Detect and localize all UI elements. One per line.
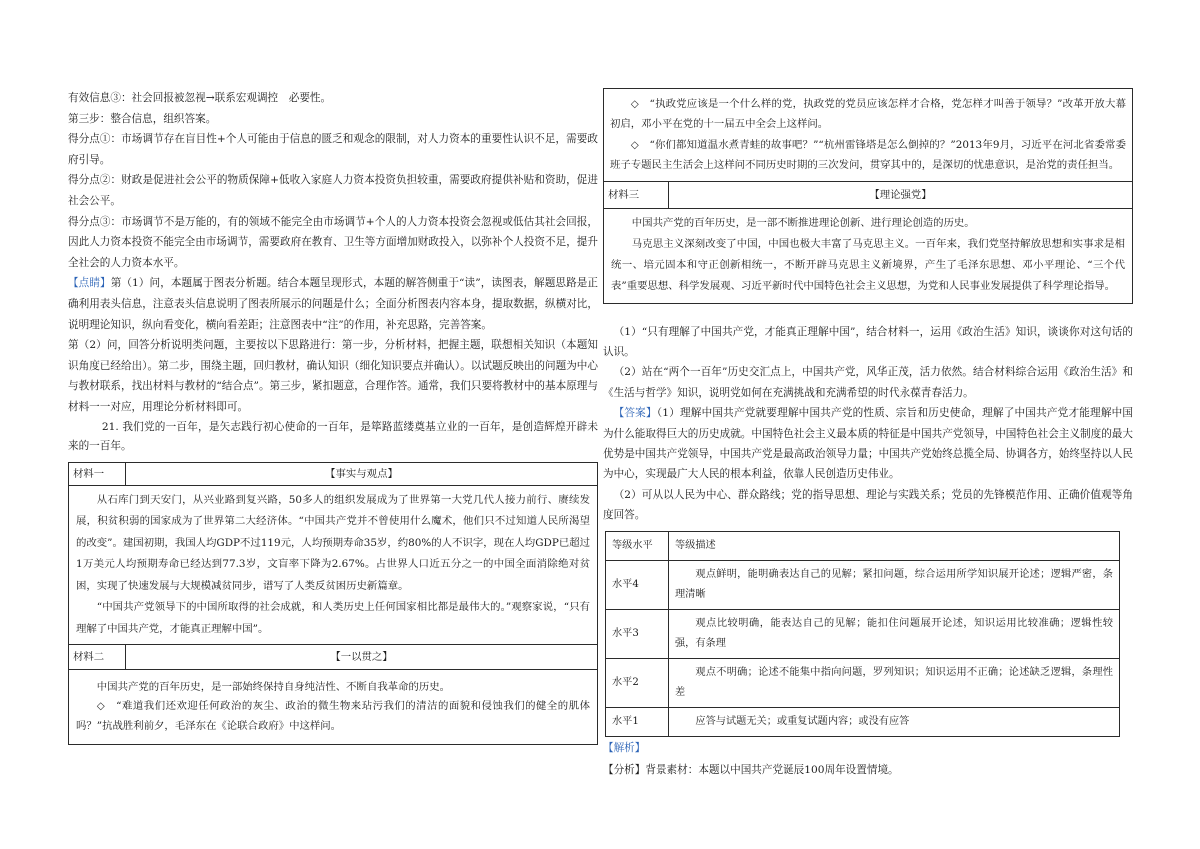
rubric-level: 水平1: [606, 707, 669, 736]
material-1-paragraph: “中国共产党领导下的中国所取得的社会成就，和人类历史上任何国家相比都是最伟大的。”观察家说，“只有理解了中国共产党，才能真正理解中国”。: [76, 601, 590, 636]
rubric-desc: 应答与试题无关；或重复试题内容；或没有应答: [669, 707, 1120, 736]
material-1-label: 材料一: [69, 462, 126, 485]
analysis-label: 【分析】: [603, 763, 646, 776]
material-1-header-row: [69, 462, 598, 485]
rubric-header-row: [606, 531, 1120, 560]
sub-question-1: （1）“只有理解了中国共产党，才能真正理解中国”，结合材料一，运用《政治生活》知识，谈谈你对这句话的认识。: [603, 325, 1133, 359]
material-3-label: 材料三: [604, 181, 669, 208]
rubric-desc: 观点比较明确，能表达自己的见解；能扣住问题展开论述，知识运用比较准确；逻辑性较强，有条理: [669, 609, 1120, 658]
material-3-content: [604, 208, 1133, 303]
analysis-text: 背景素材：本题以中国共产党诞辰100周年设置情境。: [645, 763, 899, 776]
material-1-content-row: [69, 485, 598, 644]
right-column: [603, 88, 1133, 781]
question-21-stem: 21. 我们党的一百年，是矢志践行初心使命的一百年，是筚路蓝缕奠基立业的一百年，是创造辉煌开辟未来的一百年。: [68, 420, 598, 452]
material-3-content-row: [604, 208, 1133, 303]
rubric-table: [605, 531, 1120, 737]
material-2-content: [69, 669, 598, 745]
rubric-level: 水平2: [606, 658, 669, 707]
material-2-title: 【一以贯之】: [126, 644, 598, 669]
rubric-row: [606, 707, 1120, 736]
material-2-paragraph: ◇ “你们都知道温水煮青蛙的故事吧？”“杭州雷锋塔是怎么倒掉的？”2013年9月，习近平在河北省委常委班子专题民主生活会上这样问不同历史时期的三次发问，贯穿其中的，是深切的忧患意识，是治党的责任担当。: [610, 138, 1126, 172]
left-column: [68, 88, 598, 745]
analysis-paragraph: [603, 760, 1133, 781]
material-2-paragraph: 中国共产党的百年历史，是一部始终保持自身纯洁性、不断自我革命的历史。: [96, 680, 451, 693]
material-2-paragraph: ◇ “难道我们还欢迎任何政治的灰尘、政治的微生物来玷污我们的清洁的面貌和侵蚀我们的健全的肌体吗？”抗战胜利前夕，毛泽东在《论联合政府》中这样问。: [76, 700, 590, 732]
material-1-title: 【事实与观点】: [126, 462, 598, 485]
material-table-continued: [603, 88, 1133, 304]
rubric-desc: 观点鲜明，能明确表达自己的见解；紧扣问题，综合运用所学知识展开论述；逻辑严密，条理清晰: [669, 560, 1120, 609]
material-3-paragraph: 中国共产党的百年历史，是一部不断推进理论创新、进行理论创造的历史。: [631, 216, 975, 229]
rubric-level: 水平3: [606, 609, 669, 658]
rubric-level: 水平4: [606, 560, 669, 609]
answer-text-1: （1）理解中国共产党就要理解中国共产党的性质、宗旨和历史使命，理解了中国共产党才能理解中国为什么能取得巨大的历史成就。中国特色社会主义最本质的特征是中国共产党领导，中国特色社会主义制度的最大优势是中国共产党领导，中国共产党是最高政治领导力量；中国共产党始终总揽全局、协调各方，始终坚持以人民为中心，实现最广大人民的根本利益，依靠人民创造历史伟业。: [603, 407, 1134, 481]
material-3-title: 【理论强党】: [669, 181, 1133, 208]
rubric-desc: 观点不明确；论述不能集中指向问题，罗列知识；知识运用不正确；论述缺乏逻辑，条理性差: [669, 658, 1120, 707]
rubric-row: [606, 560, 1120, 609]
score-point-3: 得分点③：市场调节不是万能的，有的领域不能完全由市场调节+个人的人力资本投资会忽视或低估其社会回报，因此人力资本投资不能完全由市场调节，需要政府在教育、卫生等方面增加财政投入，以弥补个人投资不足，提升全社会的人力资本水平。: [68, 215, 598, 269]
material-3-paragraph: 马克思主义深刻改变了中国，中国也极大丰富了马克思主义。一百年来，我们党坚持解放思想和实事求是相统一、培元固本和守正创新相统一，不断开辟马克思主义新境界，产生了毛泽东思想、邓小平理论、“三个代表”重要思想、科学发展观、习近平新时代中国特色社会主义思想，为党和人民事业发展提供了科学理论指导。: [611, 237, 1125, 292]
answer-paragraph-2: （2）可从以人民为中心、群众路线；党的指导思想、理论与实践关系；党员的先锋模范作用、正确价值观等角度回答。: [603, 488, 1133, 522]
questions-and-answers: [603, 322, 1133, 526]
rubric-header-level: 等级水平: [606, 531, 669, 560]
score-point-2: 得分点②：财政是促进社会公平的物质保障+低收入家庭人力资本投资负担较重，需要政府提供补贴和资助，促进社会公平。: [68, 174, 598, 207]
material-table: [68, 462, 598, 746]
material-2-content-row: [69, 669, 598, 745]
tip-label: 【点睛】: [68, 277, 111, 290]
rubric-header-desc: 等级描述: [669, 531, 1120, 560]
explanation-label: 【解析】: [603, 741, 646, 754]
effective-info-3: 有效信息③：社会回报被忽视→联系宏观调控 必要性。: [68, 92, 332, 104]
tip-paragraph-q1: [68, 273, 598, 335]
material-2-paragraph: ◇ “执政党应该是一个什么样的党，执政党的党员应该怎样才合格，党怎样才叫善于领导？”改革开放大幕初启，邓小平在党的十一届五中全会上这样问。: [610, 98, 1126, 131]
material-1-paragraph: 从石库门到天安门，从兴业路到复兴路，50多人的组织发展成为了世界第一大党几代人接力前行、赓续发展，积贫积弱的国家成为了世界第二大经济体。“中国共产党并不曾使用什么魔术，他们只不过知道人民所渴望的改变”。建国初期，我国人均GDP不过119元，人均预期寿命35岁，约80%的人不识字，现在人均GDP已超过1万美元人均预期寿命已经达到77.3岁，文盲率下降为2.67%。占世界人口近五分之一的中国全面消除绝对贫困，实现了快速发展与大规模减贫同步，谱写了人类反贫困历史新篇章。: [76, 493, 590, 592]
answer-label: 【答案】: [613, 407, 657, 420]
sub-question-2: （2）站在“两个一百年”历史交汇点上，中国共产党，风华正茂，活力依然。结合材料综合运用《政治生活》和《生活与哲学》知识，说明党如何在充满挑战和充满希望的时代永葆青春活力。: [603, 366, 1133, 399]
material-1-content: [69, 485, 598, 644]
rubric-row: [606, 658, 1120, 707]
rubric-row: [606, 609, 1120, 658]
material-3-header-row: [604, 181, 1133, 208]
material-2-header-row: [69, 644, 598, 669]
score-point-1: 得分点①：市场调节存在盲目性+个人可能由于信息的匮乏和观念的限制，对人力资本的重要性认识不足，需要政府引导。: [68, 133, 598, 166]
material-2-label: 材料二: [69, 644, 126, 669]
step-3: 第三步：整合信息，组织答案。: [68, 112, 217, 125]
material-2-content-continued: [604, 89, 1133, 182]
answer-paragraph-1: [603, 403, 1133, 485]
tip-paragraph-q2: 第（2）问，回答分析说明类问题，主要按以下思路进行：第一步，分析材料，把握主题，联想相关知识（本题知识角度已经给出）。第二步，围绕主题，回归教材，确认知识（细化知识要点并确认）。以试题反映出的问题为中心与教材联系，找出材料与教材的“结合点”。第三步，紧扣题意，合理作答。通常，我们只要将教材中的基本原理与材料一一对应，用理论分析材料即可。: [68, 339, 598, 413]
tip-text-q1: 第（1）问，本题属于图表分析题。结合本题呈现形式，本题的解答侧重于“读”，读图表，解题思路是正确利用表头信息，注意表头信息说明了图表所展示的问题是什么；全面分析图表内容本身，提取数据，纵横对比，说明理论知识，纵向看变化，横向看差距；注意图表中“注”的作用，补充思路，完善答案。: [68, 277, 599, 331]
material-2-continued-row: [604, 89, 1133, 182]
